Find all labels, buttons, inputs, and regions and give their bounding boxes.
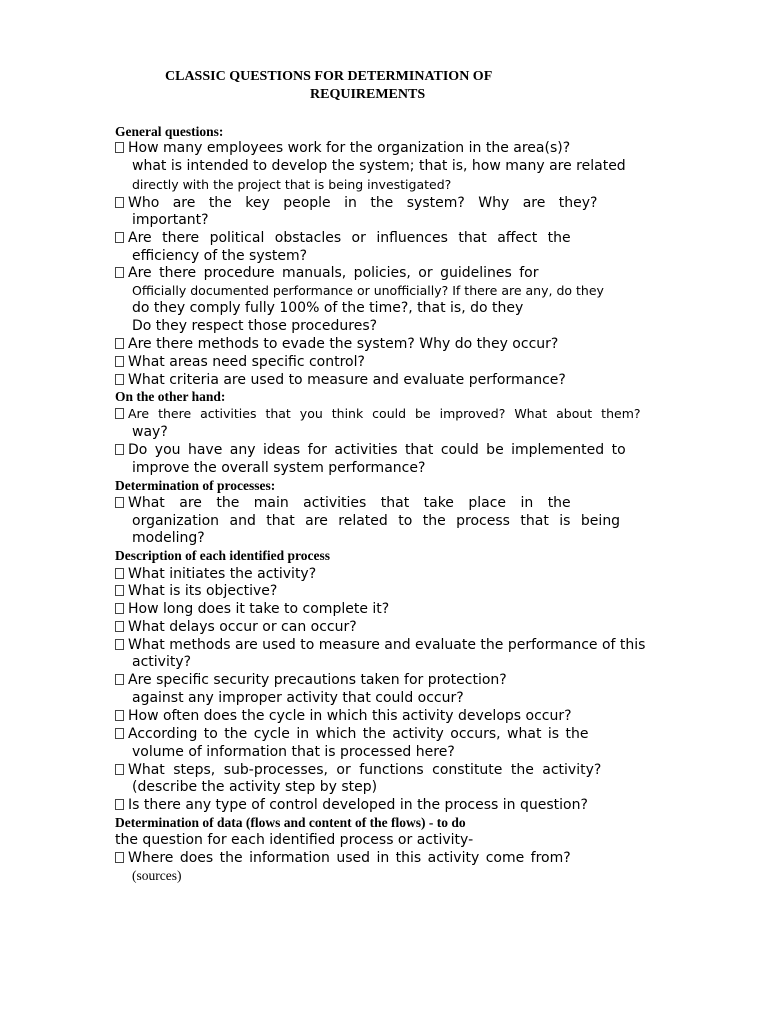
bullet-box-icon: [115, 338, 124, 349]
list-item: Are there methods to evade the system? Why do they occur?: [115, 336, 558, 352]
list-item: Where does the information used in this activity come from?: [115, 850, 571, 866]
list-item: How often does the cycle in which this activity develops occur?: [115, 708, 572, 724]
list-item-continuation: what is intended to develop the system; that is, how many are related: [132, 158, 626, 174]
bullet-box-icon: [115, 374, 124, 385]
bullet-box-icon: [115, 142, 124, 153]
bullet-box-icon: [115, 799, 124, 810]
list-item-continuation: do they comply fully 100% of the time?, that is, do they: [132, 300, 524, 316]
bullet-box-icon: [115, 232, 124, 243]
list-item: Are there procedure manuals, policies, or guidelines for: [115, 265, 539, 281]
list-item-continuation: organization and that are related to the process that is being: [132, 513, 621, 529]
list-item: Are specific security precautions taken for protection?: [115, 672, 507, 688]
body-text-line: the question for each identified process or activity-: [115, 832, 474, 848]
list-item: What initiates the activity?: [115, 566, 316, 582]
bullet-box-icon: [115, 568, 124, 579]
list-item: Who are the key people in the system? Why are they?: [115, 195, 597, 211]
bullet-box-icon: [115, 444, 124, 455]
bullet-box-icon: [115, 497, 124, 508]
section-heading-general: General questions:: [115, 124, 224, 139]
document-title-line1: CLASSIC QUESTIONS FOR DETERMINATION OF: [165, 69, 493, 84]
bullet-box-icon: [115, 674, 124, 685]
list-item-continuation: volume of information that is processed here?: [132, 744, 455, 760]
list-item: Is there any type of control developed in the process in question?: [115, 797, 588, 813]
document-title-line2: REQUIREMENTS: [310, 87, 426, 102]
list-item: Are there political obstacles or influences that affect the: [115, 230, 571, 246]
bullet-box-icon: [115, 408, 124, 419]
list-item-continuation: Do they respect those procedures?: [132, 318, 378, 334]
list-item-continuation: (sources): [132, 868, 182, 883]
list-item-continuation: activity?: [132, 654, 192, 670]
list-item-continuation: against any improper activity that could occur?: [132, 690, 464, 706]
list-item-continuation: modeling?: [132, 530, 205, 546]
section-heading-description: Description of each identified process: [115, 548, 330, 563]
list-item: According to the cycle in which the activity occurs, what is the: [115, 726, 589, 742]
section-heading-other-hand: On the other hand:: [115, 389, 226, 404]
list-item: What criteria are used to measure and evaluate performance?: [115, 372, 566, 388]
list-item-continuation: Officially documented performance or unofficially? If there are any, do they: [132, 283, 604, 298]
bullet-box-icon: [115, 267, 124, 278]
bullet-box-icon: [115, 764, 124, 775]
bullet-box-icon: [115, 197, 124, 208]
section-heading-data: Determination of data (flows and content of the flows) - to do: [115, 815, 466, 830]
bullet-box-icon: [115, 356, 124, 367]
list-item: Are there activities that you think could be improved? What about them?: [115, 406, 641, 421]
bullet-box-icon: [115, 585, 124, 596]
list-item: What methods are used to measure and evaluate the performance of this: [115, 637, 645, 653]
list-item-continuation: directly with the project that is being investigated?: [132, 177, 452, 192]
list-item: How many employees work for the organization in the area(s)?: [115, 140, 570, 156]
bullet-box-icon: [115, 852, 124, 863]
bullet-box-icon: [115, 621, 124, 632]
list-item: Do you have any ideas for activities that could be implemented to: [115, 442, 626, 458]
list-item-continuation: (describe the activity step by step): [132, 779, 378, 795]
list-item: What steps, sub-processes, or functions constitute the activity?: [115, 762, 601, 778]
bullet-box-icon: [115, 710, 124, 721]
list-item: What delays occur or can occur?: [115, 619, 357, 635]
list-item-continuation: way?: [132, 424, 168, 440]
list-item: What is its objective?: [115, 583, 277, 599]
list-item-continuation: improve the overall system performance?: [132, 460, 426, 476]
bullet-box-icon: [115, 639, 124, 650]
list-item-continuation: efficiency of the system?: [132, 248, 308, 264]
list-item: What are the main activities that take place in the: [115, 495, 571, 511]
bullet-box-icon: [115, 603, 124, 614]
section-heading-processes: Determination of processes:: [115, 478, 276, 493]
bullet-box-icon: [115, 728, 124, 739]
list-item: How long does it take to complete it?: [115, 601, 389, 617]
list-item: What areas need specific control?: [115, 354, 365, 370]
list-item-continuation: important?: [132, 212, 209, 228]
